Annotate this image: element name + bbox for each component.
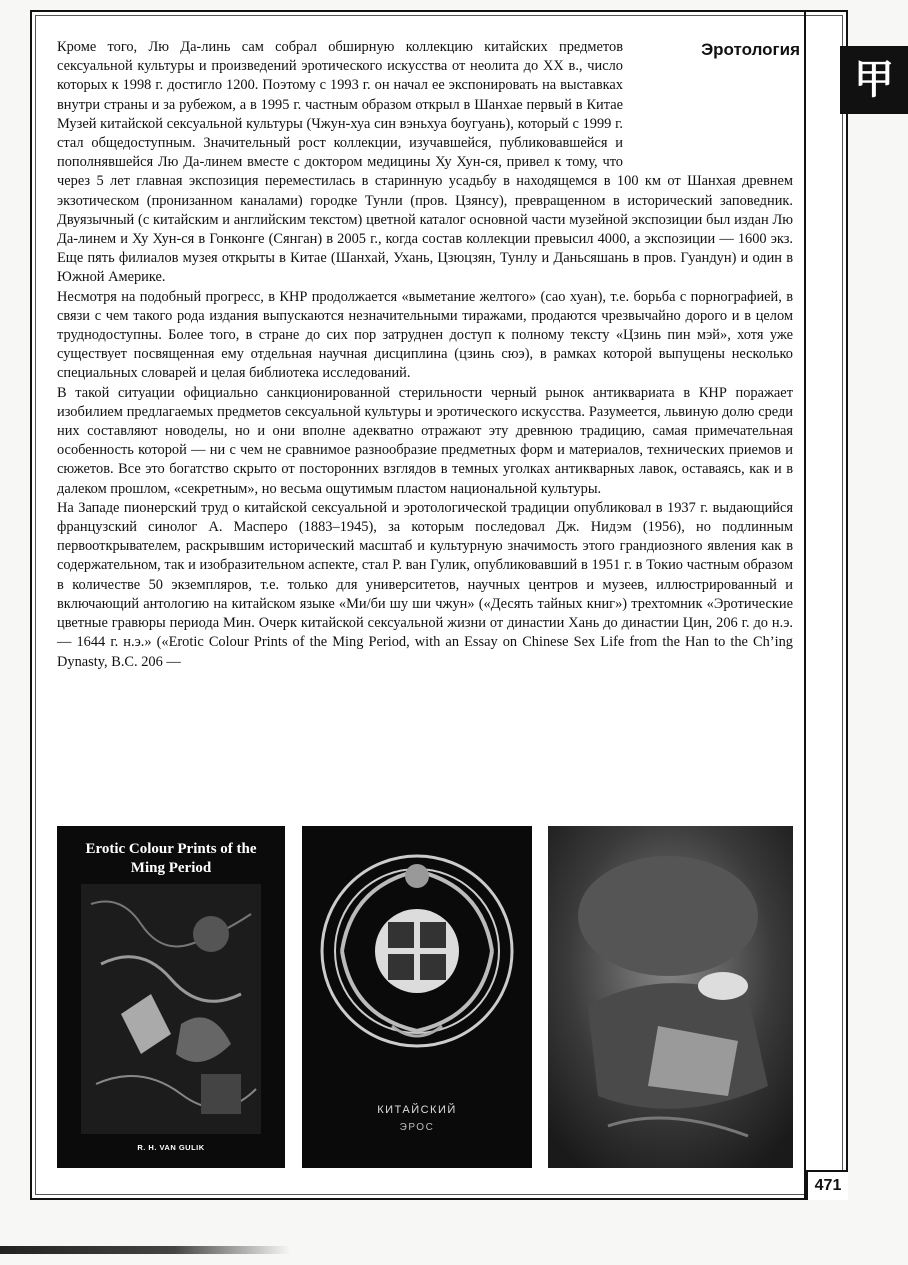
- book-cover-erotic-colour-prints: [57, 826, 285, 1168]
- paragraph-2: Несмотря на подобный прогресс, в КНР продолжается «выметание желтого» (сао хуан), т.е. борьба с порнографией, в связи с чем такого рода издания выпускаются незначительными тиражами, продаются чрезвычайно дорого и в целом труднодоступны. Более того, в стране до сих пор затруднен доступ к полному тексту «Цзинь пин мэй», хотя уже существует посвященная ему отдельная научная дисциплина (цзинь сюэ), в рамках которой выпущены несколько специальных словарей и целая библиотека исследований.: [57, 288, 793, 382]
- paragraph-1: Кроме того, Лю Да-линь сам собрал обширную коллекцию китайских предметов сексуальной культуры и произведений эротического искусства от неолита до XX в., число которых к 1998 г. достигло 1200. Поэтому с 1993 г. он начал ее экспонировать на выставках внутри страны и за рубежом, а в 1995 г. частным образом открыл в Шанхае первый в Китае Музей китайской сексуальной культуры (Чжун-хуа син вэньхуа боугуань), который с 1999 г. стал общедоступным. Значительный рост коллекции, изучавшейся, публиковавшейся и пополнявшейся Лю Да-линем вместе с доктором медицины Ху Хун-ся, привел к тому, что через 5 лет главная экспозиция переместилась в старинную усадьбу в находящемся в 100 км от Шанхая древнем экзотическом (пронизанном каналами) городке Тунли (пров. Цзянсу), превращенном в исторический заповедник. Двуязычный (с китайским и английским текстом) цветной каталог основной части музейной экспозиции был издан Лю Да-линем и Ху Хун-ся в Гонконге (Сянган) в 2005 г., когда состав коллекции превысил 4000, а экспозиции — 1600 экз. Еще пять филиалов музея открыты в Китае (Шанхай, Ухань, Цзюцзян, Тунлу и Даньсяшань в пров. Гуандун) и один в Южной Америке.: [57, 39, 793, 286]
- photograph-figurine: [548, 826, 793, 1168]
- cover1-title: Erotic Colour Prints of the Ming Period: [85, 841, 257, 876]
- section-title: Эротология: [701, 40, 800, 59]
- body-text: [57, 38, 793, 672]
- paragraph-4: На Западе пионерский труд о китайской сексуальной и эротологической традиции опубликовал в 1937 г. выдающийся французский синолог А. Масперо (1883–1945), за которым последовал Дж. Нидэм (1956), но подлинным первооткрывателем, раскрывшим исторический масштаб и культурную значимость этого грандиозного явления как в содержательном, так и изобразительном аспекте, стал Р. ван Гулик, опубликовавший в 1951 г. в Токио частным образом в количестве 50 экземпляров, т.е. только для университетов, научных центров и музеев, иллюстрированный и включающий антологию на китайском языке «Ми/би шу ши чжун» («Десять тайных книг») трехтомник «Эротические цветные гравюры периода Мин. Очерк китайской сексуальной жизни от династии Хань до династии Цин, 206 г. до н.э. — 1644 г. н.э.» («Erotic Colour Prints of the Ming Period, with an Essay on Chinese Sex Life from the Han to the Ch’ing Dynasty, B.C. 206 —: [57, 499, 793, 670]
- paragraph-3: В такой ситуации официально санкционированной стерильности черный рынок антиквариата в КНР поражает изобилием предлагаемых предметов сексуальной культуры и эротического искусства. Разумеется, львиную долю среди них составляют новоделы, но и они вполне адекватно отражают эту древнюю традицию, самая примечательная особенность которой — ни с чем не сравнимое разнообразие предметных форм и материалов, технических приемов и сюжетов. Все это богатство скрыто от посторонних взглядов в темных уголках антикварных лавок, оставаясь, как и в далеком прошлом, «секретным», но весьма ощутимым пластом национальной культуры.: [57, 384, 793, 497]
- title-spacer: [623, 38, 793, 154]
- cover1-artwork: [81, 884, 261, 1134]
- cover2-emblem: [312, 846, 522, 1056]
- illustrations-row: [57, 826, 793, 1168]
- photo-image: [548, 826, 793, 1168]
- cover2-title: КИТАЙСКИЙ: [377, 1104, 457, 1116]
- margin-rule: [804, 12, 806, 1198]
- section-tab-glyph: 甲: [840, 46, 908, 114]
- cover1-author: R. H. VAN GULIK: [137, 1143, 205, 1152]
- cover2-subtitle: ЭРОС: [399, 1122, 435, 1133]
- book-cover-chinese-eros: [302, 826, 532, 1168]
- scan-shadow: [0, 1246, 290, 1254]
- page-number: 471: [806, 1170, 848, 1200]
